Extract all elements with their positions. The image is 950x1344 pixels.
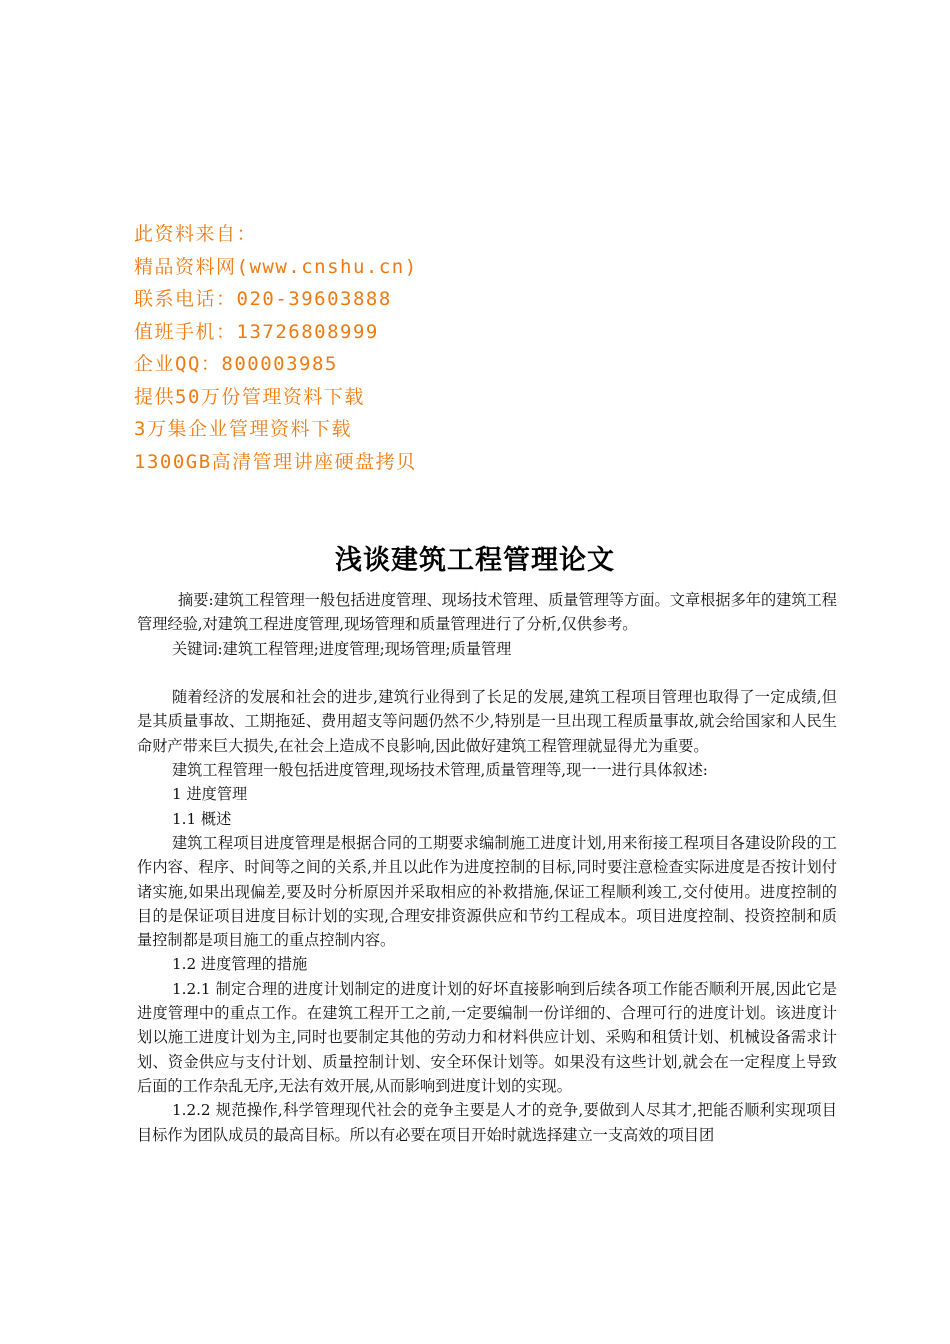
document-body [137,588,837,1147]
body-paragraph: 随着经济的发展和社会的进步,建筑行业得到了长足的发展,建筑工程项目管理也取得了一定成绩,但是其质量事故、工期拖延、费用超支等问题仍然不少,特别是一旦出现工程质量事故,就会给国家和人民生命财产带来巨大损失,在社会上造成不良影响,因此做好建筑工程管理就显得尤为重要。 [137,688,837,755]
document-title: 浅谈建筑工程管理论文 [335,545,615,576]
promo-line: 1300GB高清管理讲座硬盘拷贝 [134,450,417,473]
keywords-paragraph: 关键词:建筑工程管理;进度管理;现场管理;质量管理 [171,639,512,658]
promo-line: 提供50万份管理资料下载 [134,385,365,408]
subsection-heading: 1.2 进度管理的措施 [171,955,308,974]
body-paragraph: 1.2.2 规范操作,科学管理现代社会的竞争主要是人才的竞争,要做到人尽其才,把能否顺利实现项目目标作为团队成员的最高目标。所以有必要在项目开始时就选择建立一支高效的项目团 [137,1101,837,1144]
subsection-heading: 1.1 概述 [171,809,232,828]
promo-line: 此资料来自： [134,223,258,245]
body-paragraph: 1.2.1 制定合理的进度计划制定的进度计划的好坏直接影响到后续各项工作能否顺利开展,因此它是进度管理中的重点工作。在建筑工程开工之前,一定要编制一份详细的、合理可行的进度计划。该进度计划以施工进度计划为主,同时也要制定其他的劳动力和材料供应计划、采购和租赁计划、机械设备需求计划、资金供应与支付计划、质量控制计划、安全环保计划等。如果没有这些计划,就会在一定程度上导致后面的工作杂乱无序,无法有效开展,从而影响到进度计划的实现。 [137,979,837,1095]
section-heading: 1 进度管理 [171,785,248,804]
promo-line: 精品资料网(www.cnshu.cn) [134,255,418,278]
paragraph-spacer [137,661,837,685]
promo-line: 值班手机：13726808999 [134,320,379,343]
promo-block [134,218,834,478]
body-paragraph: 建筑工程项目进度管理是根据合同的工期要求编制施工进度计划,用来衔接工程项目各建设阶段的工作内容、程序、时间等之间的关系,并且以此作为进度控制的目标,同时要注意检查实际进度是否按计划付诸实施,如果出现偏差,要及时分析原因并采取相应的补救措施,保证工程顺利竣工,交付使用。进度控制的目的是保证项目进度目标计划的实现,合理安排资源供应和节约工程成本。项目进度控制、投资控制和质量控制都是项目施工的重点控制内容。 [137,833,837,950]
body-paragraph: 建筑工程管理一般包括进度管理,现场技术管理,质量管理等,现一一进行具体叙述: [171,761,708,780]
promo-line: 联系电话：020-39603888 [134,288,392,310]
promo-line: 3万集企业管理资料下载 [134,418,352,440]
abstract-paragraph: 摘要:建筑工程管理一般包括进度管理、现场技术管理、质量管理等方面。文章根据多年的建筑工程管理经验,对建筑工程进度管理,现场管理和质量管理进行了分析,仅供参考。 [137,591,837,634]
promo-line: 企业QQ：800003985 [134,353,338,375]
